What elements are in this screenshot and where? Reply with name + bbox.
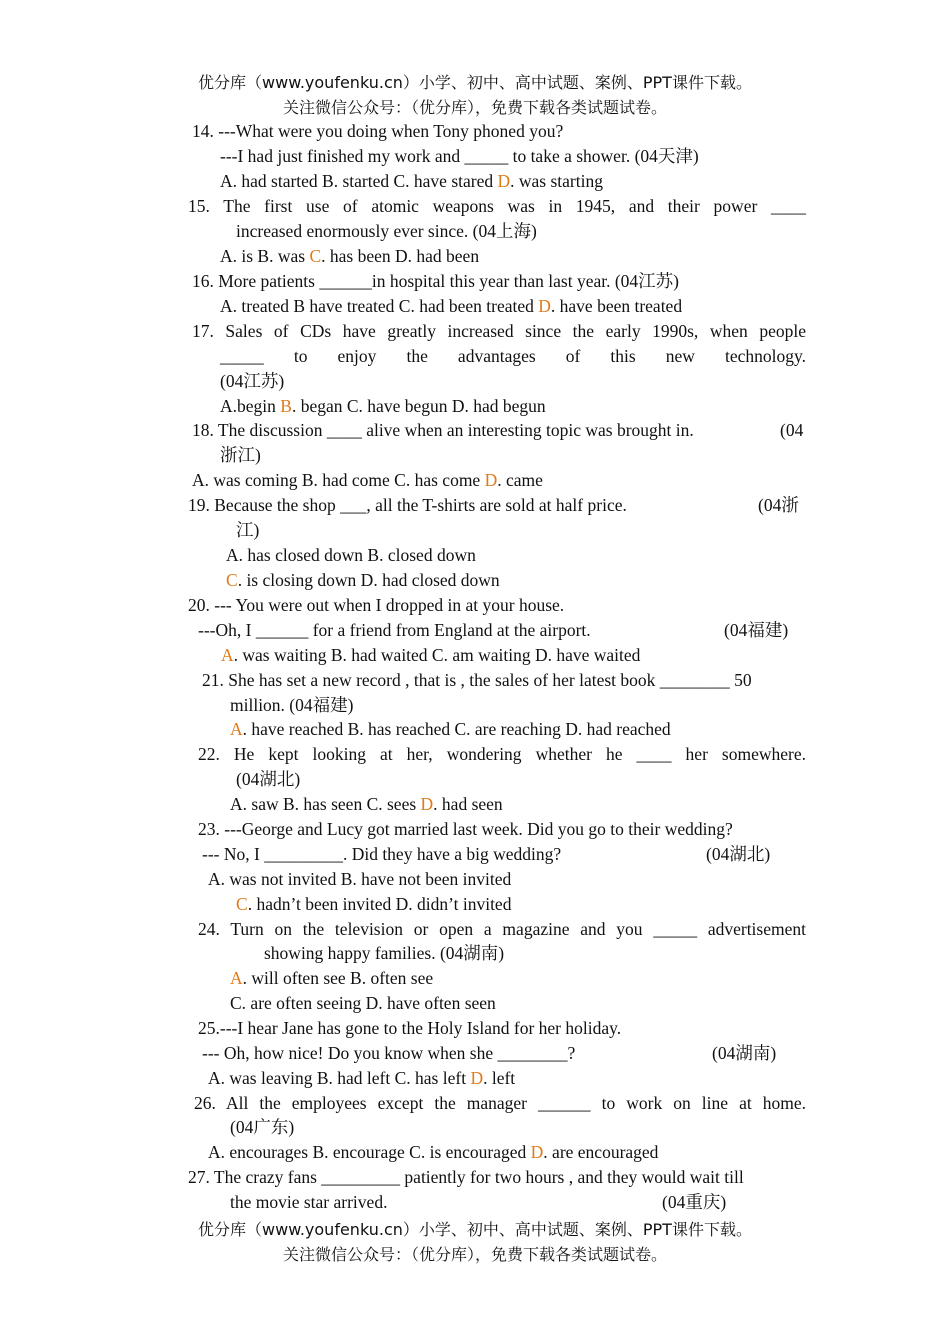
- options-tail: . began C. have begun D. had begun: [291, 396, 546, 416]
- options-tail: . was starting: [510, 171, 603, 191]
- answer-letter: D: [470, 1068, 484, 1088]
- question-14-stem: 14. ---What were you doing when Tony phoned you?: [192, 121, 564, 141]
- question-27-stem: 27. The crazy fans _________ patiently for two hours , and they would wait till: [188, 1167, 744, 1187]
- question-25-options: [208, 1067, 515, 1089]
- options-text: A. was leaving B. had left C. has left: [208, 1068, 471, 1088]
- question-18-source: (04: [780, 420, 804, 440]
- options-text: A. treated B have treated C. had been treated: [220, 296, 539, 316]
- options-tail: . is closing down D. had closed down: [237, 570, 500, 590]
- question-20-options: [221, 644, 640, 666]
- question-24-line-2: showing happy families. (04湖南): [264, 943, 505, 963]
- question-15-line-2: increased enormously ever since. (04上海): [236, 221, 537, 241]
- options-tail: . hadn’t been invited D. didn’t invited: [247, 894, 512, 914]
- question-23-options-1: A. was not invited B. have not been invited: [208, 869, 512, 889]
- question-15-stem: 15. The first use of atomic weapons was in 1945, and their power ____: [188, 196, 806, 216]
- question-24-stem: 24. Turn on the television or open a magazine and you _____ advertisement: [198, 919, 806, 939]
- question-19-source: (04浙: [758, 495, 799, 515]
- question-14-line-2: ---I had just finished my work and _____ to take a shower. (04天津): [220, 146, 699, 166]
- question-24-options-1: [230, 967, 433, 989]
- question-26-options: [208, 1141, 658, 1163]
- header-line-2: 关注微信公众号：（优分库），免费下载各类试题试卷。: [282, 98, 667, 117]
- options-text: A. saw B. has seen C. sees: [230, 794, 421, 814]
- footer-line-2: 关注微信公众号：（优分库），免费下载各类试题试卷。: [282, 1245, 667, 1264]
- options-tail: . had seen: [433, 794, 503, 814]
- options-text: A. had started B. started C. have stared: [220, 171, 498, 191]
- answer-letter: D: [484, 470, 498, 490]
- footer-line-1: 优分库（www.youfenku.cn）小学、初中、高中试题、案例、PPT课件下载。: [198, 1220, 752, 1239]
- question-19-options-1: A. has closed down B. closed down: [226, 545, 476, 565]
- options-tail: . will often see B. often see: [242, 968, 434, 988]
- question-23-source: (04湖北): [706, 844, 771, 864]
- answer-letter: A: [221, 645, 234, 665]
- answer-letter: C: [236, 894, 248, 914]
- question-22-options: [230, 793, 503, 815]
- question-26-line-2: (04广东): [230, 1117, 295, 1137]
- answer-letter: C: [309, 246, 322, 266]
- question-21-stem: 21. She has set a new record , that is , the sales of her latest book ________ 50: [202, 670, 752, 690]
- question-27-source: (04重庆): [662, 1192, 727, 1212]
- options-text: A. is B. was: [220, 246, 310, 266]
- options-tail: . left: [483, 1068, 516, 1088]
- question-16-options: [220, 295, 682, 317]
- question-18-stem: 18. The discussion ____ alive when an interesting topic was brought in.: [192, 420, 694, 440]
- header-line-1: 优分库（www.youfenku.cn）小学、初中、高中试题、案例、PPT课件下载。: [198, 73, 752, 92]
- question-23-stem: 23. ---George and Lucy got married last week. Did you go to their wedding?: [198, 819, 733, 839]
- question-19-options-2: [226, 569, 500, 591]
- question-25-line-2: --- Oh, how nice! Do you know when she ________?: [202, 1043, 576, 1063]
- question-26-stem: 26. All the employees except the manager ______ to work on line at home.: [194, 1093, 806, 1113]
- question-23-line-2: --- No, I _________. Did they have a big wedding?: [202, 844, 562, 864]
- options-text: A. was coming B. had come C. has come: [192, 470, 485, 490]
- options-tail: . came: [497, 470, 543, 490]
- question-25-source: (04湖南): [712, 1043, 777, 1063]
- options-tail: . have been treated: [550, 296, 683, 316]
- options-text: A. encourages B. encourage C. is encouraged: [208, 1142, 531, 1162]
- answer-letter: B: [280, 396, 292, 416]
- options-tail: . are encouraged: [543, 1142, 659, 1162]
- question-20-source: (04福建): [724, 620, 789, 640]
- question-17-options: [220, 395, 546, 417]
- answer-letter: D: [420, 794, 434, 814]
- question-25-stem: 25.---I hear Jane has gone to the Holy Island for her holiday.: [198, 1018, 622, 1038]
- options-text: A.begin: [220, 396, 281, 416]
- options-tail: . have reached B. has reached C. are reaching D. had reached: [242, 719, 671, 739]
- question-20-line-2: ---Oh, I ______ for a friend from England at the airport.: [198, 620, 591, 640]
- question-18-options: [192, 469, 543, 491]
- question-17-line-2: _____ to enjoy the advantages of this new technology.: [220, 346, 806, 366]
- answer-letter: D: [530, 1142, 544, 1162]
- answer-letter: D: [538, 296, 551, 316]
- answer-letter: A: [230, 719, 243, 739]
- question-14-options: [220, 170, 603, 192]
- answer-letter: A: [230, 968, 243, 988]
- options-tail: . has been D. had been: [321, 246, 480, 266]
- question-15-options: [220, 245, 479, 267]
- question-19-stem: 19. Because the shop ___, all the T-shirts are sold at half price.: [188, 495, 627, 515]
- question-24-options-2: C. are often seeing D. have often seen: [230, 993, 496, 1013]
- question-27-line-2: the movie star arrived.: [230, 1192, 388, 1212]
- options-tail: . was waiting B. had waited C. am waiting D. have waited: [233, 645, 641, 665]
- answer-letter: D: [497, 171, 511, 191]
- question-18-line-2: 浙江): [220, 445, 261, 465]
- question-17-line-3: (04江苏): [220, 371, 285, 391]
- question-16-stem: 16. More patients ______in hospital this year than last year. (04江苏): [192, 271, 679, 291]
- question-22-line-2: (04湖北): [236, 769, 301, 789]
- question-21-line-2: million. (04福建): [230, 695, 354, 715]
- question-22-stem: 22. He kept looking at her, wondering whether he ____ her somewhere.: [198, 744, 806, 764]
- answer-letter: C: [226, 570, 238, 590]
- question-17-stem: 17. Sales of CDs have greatly increased since the early 1990s, when people: [192, 321, 806, 341]
- question-21-options: [230, 718, 671, 740]
- question-23-options-2: [236, 893, 511, 915]
- question-19-line-2: 江): [236, 520, 260, 540]
- question-20-stem: 20. --- You were out when I dropped in at your house.: [188, 595, 565, 615]
